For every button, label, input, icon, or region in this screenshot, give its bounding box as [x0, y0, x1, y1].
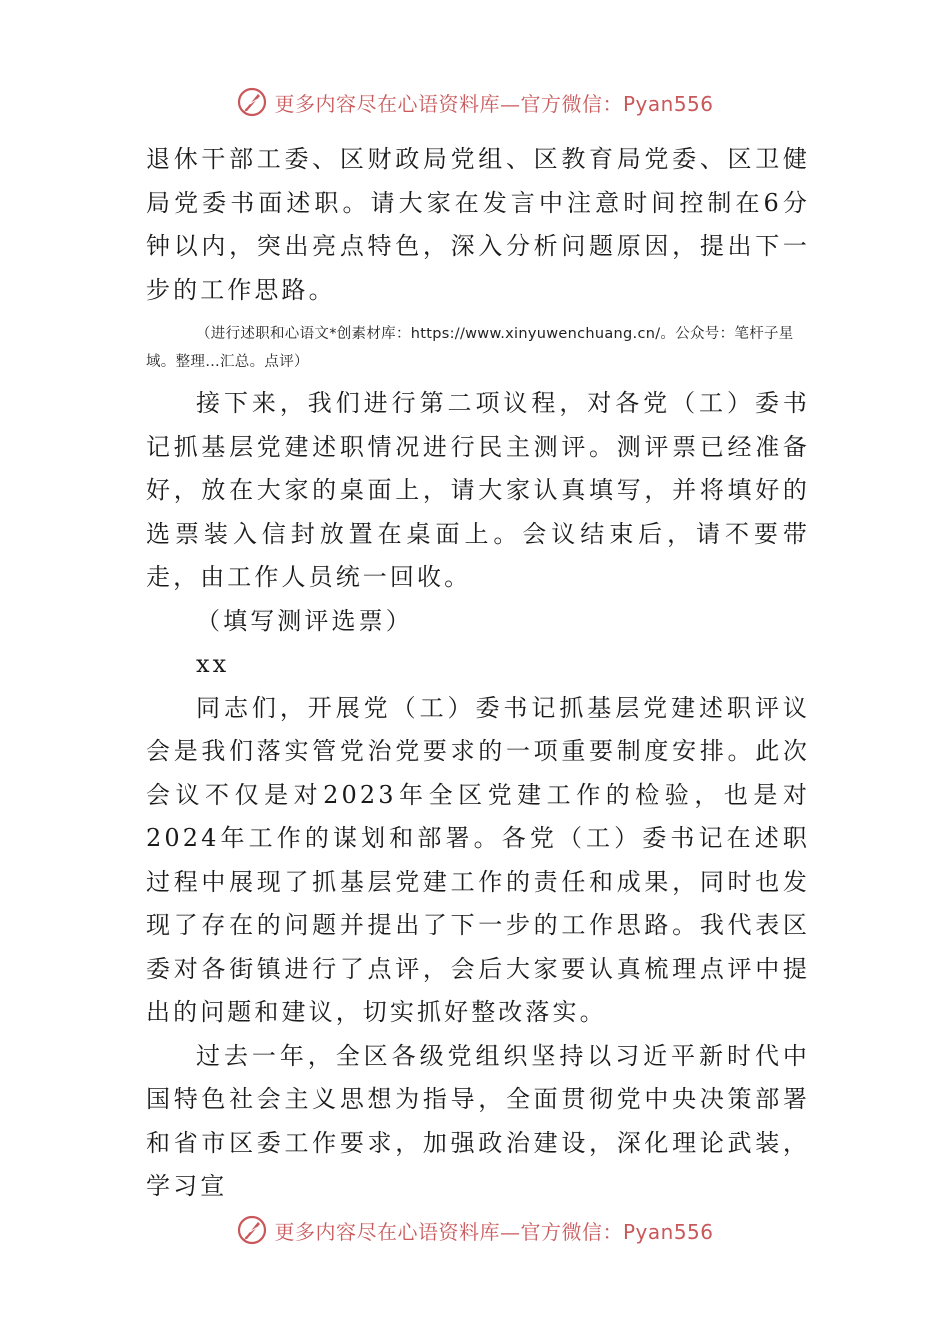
paragraph-2: 接下来，我们进行第二项议程，对各党（工）委书记抓基层党建述职情况进行民主测评。测评票已经准备好，放在大家的桌面上，请大家认真填写，并将填好的选票装入信封放置在桌面上。会议结束后，请不要带走，由工作人员统一回收。 [146, 389, 810, 591]
banner-main-text: 更多内容尽在心语资料库—官方微信： [274, 91, 623, 116]
paragraph-6: 过去一年，全区各级党组织坚持以习近平新时代中国特色社会主义思想为指导，全面贯彻党中央决策部署和省市区委工作要求，加强政治建设，深化理论武装，学习宣 [146, 1041, 810, 1200]
source-note: （进行述职和心语文*创素材库：https://www.xinyuwenchuang.cn/。公众号：笔杆子星域。整理…汇总。点评） [146, 326, 794, 370]
paragraph-5: 同志们，开展党（工）委书记抓基层党建述职评议会是我们落实管党治党要求的一项重要制度安排。此次会议不仅是对2023年全区党建工作的检验，也是对2024年工作的谋划和部署。各党（工）委书记在述职过程中展现了抓基层党建工作的责任和成果，同时也发现了存在的问题并提出了下一步的工作思路。我代表区委对各街镇进行了点评，会后大家要认真梳理点评中提出的问题和建议，切实抓好整改落实。 [146, 693, 810, 1026]
document-body [146, 138, 810, 1209]
paragraph-1: 退休干部工委、区财政局党组、区教育局党委、区卫健局党委书面述职。请大家在发言中注意时间控制在6分钟以内，突出亮点特色，深入分析问题原因，提出下一步的工作思路。 [146, 145, 810, 304]
paragraph-3: （填写测评选票） [196, 606, 413, 635]
banner-wechat-id: Pyan556 [622, 91, 714, 116]
quill-pen-icon [236, 86, 268, 118]
footer-banner [0, 1210, 950, 1250]
paragraph-4: xx [196, 650, 230, 678]
quill-pen-icon [236, 1214, 268, 1246]
banner-text [274, 88, 713, 117]
header-banner [0, 82, 950, 122]
banner-text [274, 1216, 713, 1245]
banner-wechat-id: Pyan556 [622, 1219, 714, 1244]
banner-main-text: 更多内容尽在心语资料库—官方微信： [274, 1219, 623, 1244]
